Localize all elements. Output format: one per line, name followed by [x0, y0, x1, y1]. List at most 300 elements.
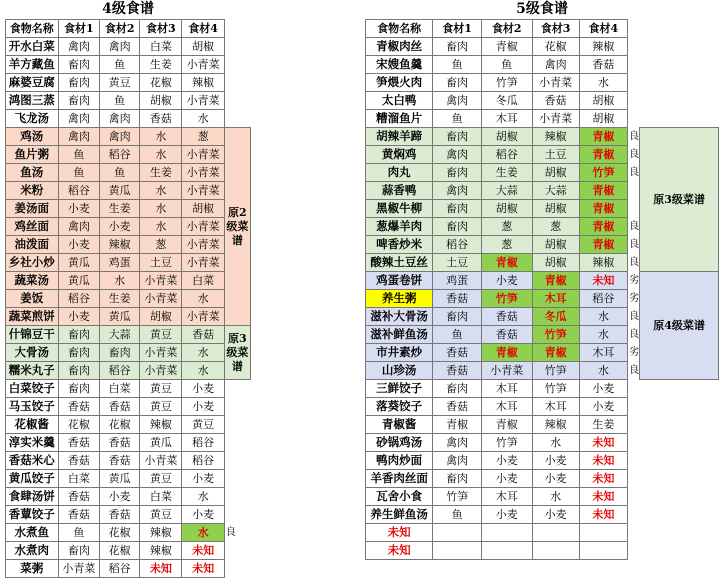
- ingredient-cell: 辣椒: [100, 236, 140, 254]
- ingredient-cell: 葱: [481, 218, 532, 236]
- ingredient-cell: 葱: [481, 236, 532, 254]
- ingredient-cell: 花椒: [58, 416, 99, 434]
- ingredient-cell: 小青菜: [182, 254, 224, 272]
- ingredient-cell: 禽肉: [433, 182, 482, 200]
- blank-cell: [640, 398, 719, 416]
- ingredient-cell: 未知: [182, 542, 224, 560]
- recipe-row: [6, 470, 251, 488]
- column-header: 食物名称: [366, 20, 433, 38]
- ingredient-cell: 香菇: [182, 326, 224, 344]
- ingredient-cell: 稻谷: [100, 560, 140, 578]
- empty-mark: [224, 416, 250, 434]
- column-header: 食材1: [58, 20, 99, 38]
- ingredient-cell: 小青菜: [182, 236, 224, 254]
- ingredient-cell: 畜肉: [433, 200, 482, 218]
- ingredient-cell: 水: [182, 290, 224, 308]
- ingredient-cell: 胡椒: [532, 254, 579, 272]
- recipe-name-cell: 飞龙汤: [6, 110, 59, 128]
- ingredient-cell: 未知: [140, 560, 182, 578]
- ingredient-cell: 竹笋: [532, 362, 579, 380]
- ingredient-cell: 青椒: [532, 344, 579, 362]
- ingredient-cell: 大蒜: [100, 326, 140, 344]
- empty-cell: [433, 524, 482, 542]
- ingredient-cell: 畜肉: [433, 128, 482, 146]
- blank-cell: [640, 506, 719, 524]
- ingredient-cell: 稻谷: [433, 236, 482, 254]
- ingredient-cell: 小麦: [182, 398, 224, 416]
- ingredient-cell: 黄瓜: [58, 272, 99, 290]
- ingredient-cell: 小青菜: [532, 74, 579, 92]
- ingredient-cell: 香菇: [100, 398, 140, 416]
- ingredient-cell: 花椒: [100, 524, 140, 542]
- group-label: 原2级菜谱: [224, 128, 250, 326]
- ingredient-cell: 鱼: [100, 56, 140, 74]
- recipe-name-cell: 鸭肉炒面: [366, 452, 433, 470]
- ingredient-cell: 禽肉: [433, 146, 482, 164]
- recipe-name-cell: 马玉饺子: [6, 398, 59, 416]
- right-table: [365, 19, 719, 560]
- blank-cell: [224, 20, 250, 38]
- ingredient-cell: 水: [140, 182, 182, 200]
- ingredient-cell: 稻谷: [100, 362, 140, 380]
- recipe-name-cell: 山珍汤: [366, 362, 433, 380]
- recipe-name-cell: 未知: [366, 524, 433, 542]
- ingredient-cell: 黄豆: [140, 326, 182, 344]
- ingredient-cell: 大蒜: [481, 182, 532, 200]
- ingredient-cell: 畜肉: [58, 344, 99, 362]
- empty-mark: [628, 74, 640, 92]
- ingredient-cell: 胡椒: [481, 128, 532, 146]
- ingredient-cell: 鱼: [58, 524, 99, 542]
- ingredient-cell: 小青菜: [182, 92, 224, 110]
- ingredient-cell: 竹笋: [481, 74, 532, 92]
- right-sheet: [365, 0, 719, 560]
- ingredient-cell: 土豆: [532, 146, 579, 164]
- recipe-name-cell: 油泼面: [6, 236, 59, 254]
- ingredient-cell: 木耳: [532, 398, 579, 416]
- ingredient-cell: 畜肉: [433, 380, 482, 398]
- ingredient-cell: 冬瓜: [532, 308, 579, 326]
- ingredient-cell: 未知: [579, 434, 628, 452]
- column-header: 食物名称: [6, 20, 59, 38]
- ingredient-cell: 小麦: [481, 272, 532, 290]
- recipe-name-cell: 糟溜鱼片: [366, 110, 433, 128]
- ingredient-cell: 木耳: [481, 398, 532, 416]
- recipe-name-cell: 姜汤面: [6, 200, 59, 218]
- empty-mark: [628, 434, 640, 452]
- ingredient-cell: 水: [182, 110, 224, 128]
- empty-mark: [628, 398, 640, 416]
- ingredient-cell: 未知: [579, 272, 628, 290]
- ingredient-cell: 未知: [579, 488, 628, 506]
- ingredient-cell: 小青菜: [182, 182, 224, 200]
- recipe-row: [366, 470, 719, 488]
- ingredient-cell: 花椒: [532, 38, 579, 56]
- recipe-row: [366, 542, 719, 560]
- ingredient-cell: 小青菜: [182, 56, 224, 74]
- empty-mark: [224, 452, 250, 470]
- recipe-name-cell: 胡辣羊蹄: [366, 128, 433, 146]
- recipe-name-cell: 落葵饺子: [366, 398, 433, 416]
- ingredient-cell: 黄瓜: [100, 470, 140, 488]
- ingredient-cell: 香菇: [58, 506, 99, 524]
- ingredient-cell: 小麦: [532, 452, 579, 470]
- empty-mark: [628, 416, 640, 434]
- empty-mark: [224, 542, 250, 560]
- recipe-name-cell: 蔬菜汤: [6, 272, 59, 290]
- header-row: [6, 20, 251, 38]
- recipe-name-cell: 羊香肉丝面: [366, 470, 433, 488]
- ingredient-cell: 鱼: [58, 164, 99, 182]
- recipe-row: [6, 254, 251, 272]
- empty-cell: [532, 542, 579, 560]
- ingredient-cell: 青椒: [481, 38, 532, 56]
- ingredient-cell: 小麦: [58, 308, 99, 326]
- recipe-row: [366, 74, 719, 92]
- ingredient-cell: 畜肉: [58, 74, 99, 92]
- empty-mark: [224, 488, 250, 506]
- ingredient-cell: 稻谷: [579, 290, 628, 308]
- ingredient-cell: 稻谷: [100, 146, 140, 164]
- left-sheet: [5, 0, 251, 578]
- recipe-name-cell: 糯米丸子: [6, 362, 59, 380]
- ingredient-cell: 白菜: [182, 272, 224, 290]
- recipe-row: [6, 506, 251, 524]
- recipe-row: [6, 236, 251, 254]
- ingredient-cell: 小麦: [100, 488, 140, 506]
- blank-cell: [640, 110, 719, 128]
- ingredient-cell: 稻谷: [182, 434, 224, 452]
- ingredient-cell: 未知: [182, 560, 224, 578]
- recipe-row: [366, 128, 719, 146]
- ingredient-cell: 花椒: [140, 74, 182, 92]
- ingredient-cell: 香菇: [58, 398, 99, 416]
- ingredient-cell: 鸡蛋: [433, 272, 482, 290]
- empty-mark: [628, 470, 640, 488]
- blank-cell: [640, 56, 719, 74]
- ingredient-cell: 黄豆: [140, 398, 182, 416]
- ingredient-cell: 小麦: [100, 218, 140, 236]
- ingredient-cell: 水: [140, 200, 182, 218]
- ingredient-cell: 水: [532, 434, 579, 452]
- recipe-name-cell: 青椒肉丝: [366, 38, 433, 56]
- recipe-row: [6, 164, 251, 182]
- recipe-row: [366, 38, 719, 56]
- ingredient-cell: 小麦: [182, 470, 224, 488]
- ingredient-cell: 黄瓜: [140, 434, 182, 452]
- ingredient-cell: 青椒: [532, 272, 579, 290]
- ingredient-cell: 小青菜: [182, 164, 224, 182]
- ingredient-cell: 胡椒: [579, 92, 628, 110]
- ingredient-cell: 香菇: [100, 452, 140, 470]
- ingredient-cell: 生姜: [481, 164, 532, 182]
- blank-cell: [640, 74, 719, 92]
- ingredient-cell: 禽肉: [100, 38, 140, 56]
- ingredient-cell: 胡椒: [182, 200, 224, 218]
- recipe-row: [6, 110, 251, 128]
- empty-mark: [224, 110, 250, 128]
- right-title: 5级食谱: [516, 1, 568, 17]
- left-title: 4级食谱: [102, 1, 154, 17]
- quality-mark: 良: [629, 365, 640, 376]
- ingredient-cell: 胡椒: [481, 200, 532, 218]
- ingredient-cell: 鱼: [100, 164, 140, 182]
- ingredient-cell: 小青菜: [182, 146, 224, 164]
- ingredient-cell: 黄瓜: [58, 254, 99, 272]
- group-label: 原3级菜谱: [640, 128, 719, 272]
- ingredient-cell: 小青菜: [58, 560, 99, 578]
- ingredient-cell: 花椒: [100, 542, 140, 560]
- ingredient-cell: 土豆: [140, 254, 182, 272]
- ingredient-cell: 白菜: [140, 488, 182, 506]
- quality-mark: 良: [629, 131, 640, 142]
- empty-mark: [224, 74, 250, 92]
- recipe-row: [6, 416, 251, 434]
- empty-cell: [481, 542, 532, 560]
- recipe-row: [366, 92, 719, 110]
- quality-mark: 劣: [629, 293, 640, 304]
- ingredient-cell: 香菇: [140, 110, 182, 128]
- ingredient-cell: 木耳: [481, 380, 532, 398]
- ingredient-cell: 小青菜: [182, 218, 224, 236]
- empty-mark: [628, 542, 640, 560]
- recipe-name-cell: 鸡蛋卷饼: [366, 272, 433, 290]
- recipe-row: [6, 344, 251, 362]
- ingredient-cell: 香菇: [481, 326, 532, 344]
- ingredient-cell: 水: [140, 146, 182, 164]
- ingredient-cell: 生姜: [100, 290, 140, 308]
- empty-mark: [224, 56, 250, 74]
- recipe-row: [6, 524, 251, 542]
- ingredient-cell: 鱼: [433, 110, 482, 128]
- column-header: 食材2: [481, 20, 532, 38]
- ingredient-cell: 竹笋: [433, 488, 482, 506]
- recipe-name-cell: 黄瓜饺子: [6, 470, 59, 488]
- blank-cell: [640, 524, 719, 542]
- recipe-name-cell: 黑椒牛柳: [366, 200, 433, 218]
- empty-mark: [628, 92, 640, 110]
- ingredient-cell: 水: [182, 488, 224, 506]
- recipe-row: [366, 272, 719, 290]
- ingredient-cell: 畜肉: [58, 362, 99, 380]
- recipe-name-cell: 宋嫂鱼羹: [366, 56, 433, 74]
- recipe-name-cell: 笋煨火肉: [366, 74, 433, 92]
- ingredient-cell: 辣椒: [140, 542, 182, 560]
- recipe-name-cell: 麻婆豆腐: [6, 74, 59, 92]
- ingredient-cell: 水: [182, 344, 224, 362]
- ingredient-cell: 小青菜: [140, 452, 182, 470]
- ingredient-cell: 小麦: [532, 470, 579, 488]
- ingredient-cell: 水: [579, 362, 628, 380]
- empty-mark: [628, 488, 640, 506]
- ingredient-cell: 鱼: [100, 92, 140, 110]
- recipe-name-cell: 大骨汤: [6, 344, 59, 362]
- blank-cell: [640, 434, 719, 452]
- recipe-row: [366, 434, 719, 452]
- ingredient-cell: 小麦: [58, 236, 99, 254]
- ingredient-cell: 禽肉: [100, 128, 140, 146]
- column-header: 食材3: [140, 20, 182, 38]
- ingredient-cell: 生姜: [140, 164, 182, 182]
- ingredient-cell: 白菜: [100, 380, 140, 398]
- column-header: 食材1: [433, 20, 482, 38]
- ingredient-cell: 水: [532, 488, 579, 506]
- recipe-row: [6, 326, 251, 344]
- blank-cell: [640, 416, 719, 434]
- ingredient-cell: 禽肉: [433, 452, 482, 470]
- ingredient-cell: 辣椒: [140, 524, 182, 542]
- ingredient-cell: 辣椒: [140, 416, 182, 434]
- ingredient-cell: 香菇: [100, 434, 140, 452]
- blank-cell: [640, 38, 719, 56]
- ingredient-cell: 土豆: [433, 254, 482, 272]
- column-header: 食材4: [182, 20, 224, 38]
- ingredient-cell: 辣椒: [532, 416, 579, 434]
- ingredient-cell: 畜肉: [433, 308, 482, 326]
- recipe-name-cell: 肉丸: [366, 164, 433, 182]
- ingredient-cell: 香菇: [433, 290, 482, 308]
- recipe-name-cell: 姜饭: [6, 290, 59, 308]
- ingredient-cell: 小麦: [481, 470, 532, 488]
- ingredient-cell: 竹笋: [481, 434, 532, 452]
- recipe-name-cell: 什锦豆干: [6, 326, 59, 344]
- recipe-row: [6, 92, 251, 110]
- blank-cell: [640, 92, 719, 110]
- ingredient-cell: 香菇: [433, 362, 482, 380]
- ingredient-cell: 水: [182, 362, 224, 380]
- recipe-name-cell: 滋补大骨汤: [366, 308, 433, 326]
- ingredient-cell: 鸡蛋: [100, 254, 140, 272]
- recipe-name-cell: 米粉: [6, 182, 59, 200]
- ingredient-cell: 未知: [579, 452, 628, 470]
- recipe-row: [6, 488, 251, 506]
- recipe-row: [6, 542, 251, 560]
- quality-mark: 良: [629, 329, 640, 340]
- ingredient-cell: 木耳: [532, 290, 579, 308]
- ingredient-cell: 水: [182, 524, 224, 542]
- ingredient-cell: 黄豆: [140, 380, 182, 398]
- header-row: [366, 20, 719, 38]
- ingredient-cell: 禽肉: [433, 434, 482, 452]
- ingredient-cell: 香菇: [100, 506, 140, 524]
- ingredient-cell: 鱼: [481, 56, 532, 74]
- ingredient-cell: 稻谷: [58, 290, 99, 308]
- ingredient-cell: 香菇: [58, 488, 99, 506]
- empty-cell: [532, 524, 579, 542]
- ingredient-cell: 木耳: [481, 488, 532, 506]
- ingredient-cell: 葱: [140, 236, 182, 254]
- recipe-name-cell: 鸡丝面: [6, 218, 59, 236]
- ingredient-cell: 黄豆: [100, 74, 140, 92]
- ingredient-cell: 小麦: [579, 380, 628, 398]
- empty-mark: [224, 560, 250, 578]
- recipe-row: [6, 380, 251, 398]
- ingredient-cell: 稻谷: [481, 146, 532, 164]
- ingredient-cell: 黄瓜: [100, 182, 140, 200]
- ingredient-cell: 水: [579, 326, 628, 344]
- quality-mark: 良: [225, 527, 236, 538]
- ingredient-cell: 未知: [579, 470, 628, 488]
- ingredient-cell: 禽肉: [58, 110, 99, 128]
- recipe-row: [366, 380, 719, 398]
- quality-mark: 良: [629, 167, 640, 178]
- recipe-row: [6, 272, 251, 290]
- ingredient-cell: 花椒: [100, 416, 140, 434]
- recipe-name-cell: 香蕈饺子: [6, 506, 59, 524]
- ingredient-cell: 香菇: [532, 92, 579, 110]
- ingredient-cell: 小麦: [182, 380, 224, 398]
- ingredient-cell: 青椒: [579, 200, 628, 218]
- blank-cell: [640, 488, 719, 506]
- ingredient-cell: 小麦: [481, 452, 532, 470]
- ingredient-cell: 小青菜: [140, 362, 182, 380]
- ingredient-cell: 小麦: [481, 506, 532, 524]
- recipe-name-cell: 菜粥: [6, 560, 59, 578]
- ingredient-cell: 水: [579, 308, 628, 326]
- recipe-row: [6, 560, 251, 578]
- recipe-row: [366, 452, 719, 470]
- ingredient-cell: 鱼: [433, 326, 482, 344]
- ingredient-cell: 香菇: [58, 452, 99, 470]
- recipe-row: [6, 200, 251, 218]
- ingredient-cell: 白菜: [58, 470, 99, 488]
- blank-cell: [640, 20, 719, 38]
- ingredient-cell: 小青菜: [140, 272, 182, 290]
- empty-mark: [628, 182, 640, 200]
- ingredient-cell: 小青菜: [140, 344, 182, 362]
- quality-mark: 良: [629, 239, 640, 250]
- left-table: [5, 19, 251, 578]
- recipe-row: [6, 56, 251, 74]
- ingredient-cell: 小青菜: [140, 290, 182, 308]
- recipe-row: [6, 146, 251, 164]
- recipe-row: [366, 506, 719, 524]
- ingredient-cell: 小麦: [579, 398, 628, 416]
- ingredient-cell: 畜肉: [433, 164, 482, 182]
- ingredient-cell: 白菜: [140, 38, 182, 56]
- recipe-name-cell: 水煮肉: [6, 542, 59, 560]
- ingredient-cell: 竹笋: [579, 164, 628, 182]
- ingredient-cell: 黄豆: [182, 416, 224, 434]
- ingredient-cell: 小青菜: [532, 110, 579, 128]
- ingredient-cell: 胡椒: [140, 92, 182, 110]
- quality-mark: 良: [629, 311, 640, 322]
- recipe-name-cell: 开水白菜: [6, 38, 59, 56]
- ingredient-cell: 畜肉: [58, 326, 99, 344]
- empty-mark: [224, 380, 250, 398]
- recipe-row: [366, 488, 719, 506]
- ingredient-cell: 胡椒: [182, 38, 224, 56]
- ingredient-cell: 辣椒: [532, 128, 579, 146]
- recipe-row: [6, 362, 251, 380]
- empty-mark: [628, 56, 640, 74]
- blank-cell: [640, 452, 719, 470]
- ingredient-cell: 水: [140, 218, 182, 236]
- column-header: 食材2: [100, 20, 140, 38]
- column-header: 食材4: [579, 20, 628, 38]
- recipe-row: [366, 110, 719, 128]
- ingredient-cell: 禽肉: [100, 110, 140, 128]
- recipe-name-cell: 蔬菜煎饼: [6, 308, 59, 326]
- ingredient-cell: 禽肉: [433, 92, 482, 110]
- recipe-name-cell: 葱爆羊肉: [366, 218, 433, 236]
- ingredient-cell: 竹笋: [532, 380, 579, 398]
- ingredient-cell: 小麦: [182, 506, 224, 524]
- recipe-row: [366, 398, 719, 416]
- empty-mark: [224, 470, 250, 488]
- empty-mark: [628, 200, 640, 218]
- ingredient-cell: 生姜: [140, 56, 182, 74]
